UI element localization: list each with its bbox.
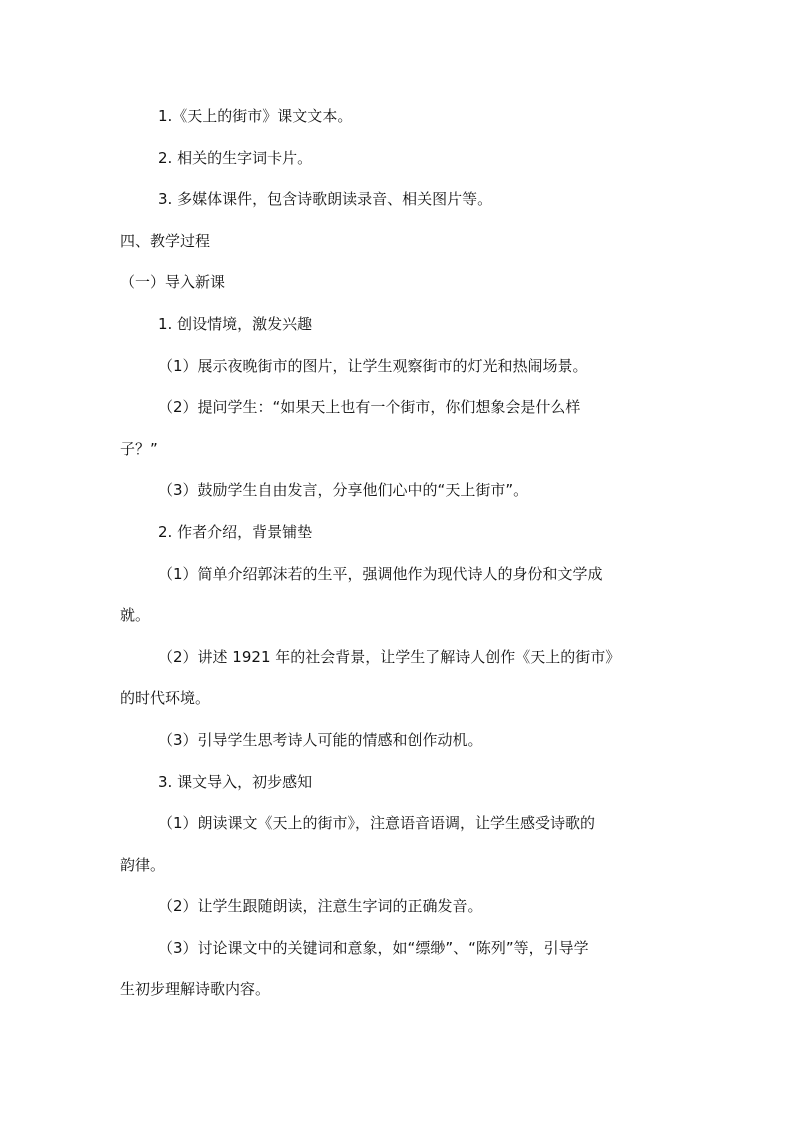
paragraph-line: （1）展示夜晚街市的图片，让学生观察街市的灯光和热闹场景。 [158,357,588,375]
paragraph-line-continuation: 韵律。 [120,856,166,874]
paragraph-line-continuation: 生初步理解诗歌内容。 [120,980,271,998]
paragraph-line: （1）朗读课文《天上的街市》，注意语音语调，让学生感受诗歌的 [158,814,596,832]
paragraph-line: （3）引导学生思考诗人可能的情感和创作动机。 [158,731,483,749]
paragraph-line-continuation: 就。 [120,606,151,624]
material-item-2: 2. 相关的生字词卡片。 [158,149,313,167]
paragraph-line: （2）让学生跟随朗读，注意生字词的正确发音。 [158,897,483,915]
paragraph-line-continuation: 的时代环境。 [120,689,211,707]
step-heading-3: 3. 课文导入，初步感知 [158,773,313,791]
step-heading-1: 1. 创设情境，激发兴趣 [158,315,313,333]
material-item-3: 3. 多媒体课件，包含诗歌朗读录音、相关图片等。 [158,190,493,208]
paragraph-line: （1）简单介绍郭沫若的生平，强调他作为现代诗人的身份和文学成 [158,565,603,583]
subsection-heading: （一）导入新课 [120,273,226,291]
paragraph-line: （3）鼓励学生自由发言，分享他们心中的“天上街市”。 [158,481,529,499]
step-heading-2: 2. 作者介绍，背景铺垫 [158,523,313,541]
paragraph-line: （2）提问学生：“如果天上也有一个街市，你们想象会是什么样 [158,398,581,416]
paragraph-line: （3）讨论课文中的关键词和意象，如“缥缈”、“陈列”等，引导学 [158,939,589,957]
paragraph-line: （2）讲述 1921 年的社会背景，让学生了解诗人创作《天上的街市》 [158,648,621,666]
paragraph-line-continuation: 子？” [120,440,158,458]
section-heading: 四、教学过程 [120,232,211,250]
material-item-1: 1.《天上的街市》课文文本。 [158,107,353,125]
